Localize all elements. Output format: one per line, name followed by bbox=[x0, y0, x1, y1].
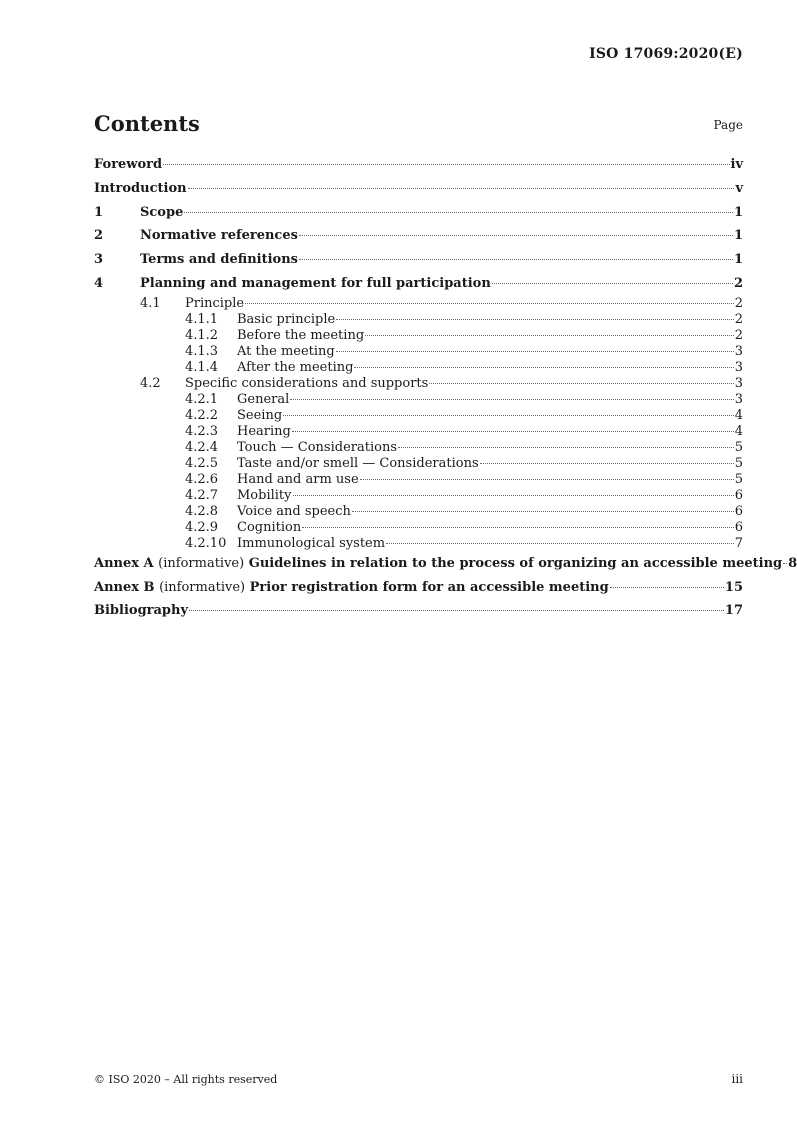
toc-entry-4-1-2[interactable] bbox=[94, 328, 743, 344]
toc-number: 4.2.1 bbox=[185, 391, 219, 407]
toc-number: 4.2.2 bbox=[185, 407, 219, 423]
dot-leader bbox=[429, 383, 733, 384]
annex-label: Annex B bbox=[94, 579, 155, 595]
toc-title: Basic principle bbox=[237, 311, 336, 327]
toc-number: 4.2.5 bbox=[185, 455, 219, 471]
dot-leader bbox=[299, 259, 733, 260]
toc-page: 17 bbox=[724, 603, 743, 619]
dot-leader bbox=[290, 399, 733, 400]
toc-page: 6 bbox=[734, 487, 743, 503]
toc-page: 1 bbox=[733, 252, 743, 268]
dot-leader bbox=[480, 463, 734, 464]
toc-entry-bibliography[interactable] bbox=[94, 599, 743, 623]
dot-leader bbox=[492, 283, 733, 284]
toc-title: Mobility bbox=[237, 487, 292, 503]
toc-title: Hearing bbox=[237, 423, 291, 439]
toc-entry-3[interactable] bbox=[94, 248, 743, 272]
dot-leader bbox=[283, 415, 734, 416]
toc-entry-annex-b[interactable] bbox=[94, 576, 743, 600]
toc-page: 2 bbox=[734, 295, 743, 311]
toc-number: 4.2.7 bbox=[185, 487, 219, 503]
toc-entry-4-2-1[interactable] bbox=[94, 392, 743, 408]
annex-label: Annex A bbox=[94, 555, 154, 571]
toc-title: Scope bbox=[140, 204, 184, 220]
toc-entry-4[interactable] bbox=[94, 272, 743, 296]
toc-number: 2 bbox=[94, 228, 104, 244]
toc-title: Voice and speech bbox=[237, 503, 351, 519]
toc-title: Normative references bbox=[140, 228, 298, 244]
toc-page: 8 bbox=[788, 555, 797, 571]
toc-page: 6 bbox=[734, 519, 743, 535]
toc-entry-4-1-4[interactable] bbox=[94, 360, 743, 376]
toc-entry-introduction[interactable] bbox=[94, 177, 743, 201]
toc-entry-4-2-3[interactable] bbox=[94, 424, 743, 440]
toc-title: Hand and arm use bbox=[237, 471, 359, 487]
toc-entry-4-2-5[interactable] bbox=[94, 456, 743, 472]
toc-page: 15 bbox=[724, 579, 743, 595]
toc-entry-4-2-7[interactable] bbox=[94, 488, 743, 504]
toc-number: 4.1 bbox=[140, 295, 161, 311]
toc-number: 3 bbox=[94, 252, 104, 268]
toc-title: Before the meeting bbox=[237, 327, 365, 343]
toc-number: 4.1.1 bbox=[185, 311, 219, 327]
annex-type: (informative) bbox=[158, 555, 245, 571]
copyright-notice: © ISO 2020 – All rights reserved bbox=[94, 1073, 278, 1086]
toc-page: 5 bbox=[734, 455, 743, 471]
dot-leader bbox=[302, 527, 734, 528]
dot-leader bbox=[336, 319, 733, 320]
toc-number: 4.2.6 bbox=[185, 471, 219, 487]
toc-page: 3 bbox=[734, 359, 743, 375]
toc-page: 3 bbox=[734, 391, 743, 407]
dot-leader bbox=[365, 335, 734, 336]
toc-title: At the meeting bbox=[237, 343, 335, 359]
toc-number: 4.2.3 bbox=[185, 423, 219, 439]
dot-leader bbox=[245, 303, 734, 304]
table-of-contents bbox=[94, 153, 797, 623]
toc-page: 6 bbox=[734, 503, 743, 519]
toc-entry-4-2-9[interactable] bbox=[94, 520, 743, 536]
toc-number: 4.2.8 bbox=[185, 503, 219, 519]
toc-page: 3 bbox=[734, 375, 743, 391]
document-code: ISO 17069:2020(E) bbox=[589, 46, 743, 62]
toc-title: Touch — Considerations bbox=[237, 439, 397, 455]
toc-entry-4-1[interactable] bbox=[94, 296, 743, 312]
toc-title: Terms and definitions bbox=[140, 252, 298, 268]
dot-leader bbox=[293, 495, 734, 496]
toc-number: 4.2 bbox=[140, 375, 161, 391]
toc-entry-4-2[interactable] bbox=[94, 376, 743, 392]
dot-leader bbox=[386, 543, 734, 544]
dot-leader bbox=[354, 367, 733, 368]
toc-entry-4-2-2[interactable] bbox=[94, 408, 743, 424]
toc-page: 5 bbox=[734, 471, 743, 487]
dot-leader bbox=[189, 610, 724, 611]
annex-title: Guidelines in relation to the process of organizing an accessible meeting bbox=[248, 555, 783, 571]
toc-number: 4.1.4 bbox=[185, 359, 219, 375]
toc-entry-annex-a[interactable] bbox=[94, 552, 797, 576]
dot-leader bbox=[610, 587, 724, 588]
toc-number: 4.2.9 bbox=[185, 519, 219, 535]
toc-title: Introduction bbox=[94, 180, 187, 196]
dot-leader bbox=[336, 351, 734, 352]
toc-number: 4 bbox=[94, 275, 104, 291]
toc-page: 2 bbox=[734, 311, 743, 327]
dot-leader bbox=[188, 188, 735, 189]
toc-title: Specific considerations and supports bbox=[185, 375, 429, 391]
toc-entry-1[interactable] bbox=[94, 201, 743, 225]
toc-entry-4-2-4[interactable] bbox=[94, 440, 743, 456]
toc-page: 5 bbox=[734, 439, 743, 455]
toc-title: Cognition bbox=[237, 519, 302, 535]
toc-entry-foreword[interactable] bbox=[94, 153, 743, 177]
toc-page: 4 bbox=[734, 407, 743, 423]
toc-title: Taste and/or smell — Considerations bbox=[237, 455, 479, 471]
dot-leader bbox=[163, 164, 729, 165]
toc-page: 2 bbox=[733, 275, 743, 291]
toc-page: 1 bbox=[733, 204, 743, 220]
toc-page: 3 bbox=[734, 343, 743, 359]
toc-page: 1 bbox=[733, 228, 743, 244]
toc-page: iv bbox=[730, 157, 743, 172]
toc-number: 4.2.4 bbox=[185, 439, 219, 455]
page-column-label: Page bbox=[713, 118, 743, 132]
dot-leader bbox=[352, 511, 734, 512]
toc-page: v bbox=[735, 180, 743, 196]
toc-title bbox=[94, 576, 609, 600]
contents-title: Contents bbox=[94, 111, 200, 136]
toc-title: Immunological system bbox=[237, 535, 386, 551]
toc-number: 4.1.2 bbox=[185, 327, 219, 343]
toc-title: After the meeting bbox=[237, 359, 354, 375]
annex-title: Prior registration form for an accessible meeting bbox=[249, 579, 609, 595]
dot-leader bbox=[783, 563, 787, 564]
toc-page: 2 bbox=[734, 327, 743, 343]
toc-title: Bibliography bbox=[94, 603, 189, 619]
toc-number: 4.1.3 bbox=[185, 343, 219, 359]
toc-entry-4-1-3[interactable] bbox=[94, 344, 743, 360]
toc-title: General bbox=[237, 391, 290, 407]
toc-title: Principle bbox=[185, 295, 245, 311]
toc-title: Seeing bbox=[237, 407, 283, 423]
toc-number: 4.2.10 bbox=[185, 535, 227, 551]
toc-title: Planning and management for full participation bbox=[140, 275, 491, 291]
dot-leader bbox=[184, 212, 733, 213]
toc-number: 1 bbox=[94, 204, 104, 220]
toc-page: 7 bbox=[734, 535, 743, 551]
toc-entry-4-2-8[interactable] bbox=[94, 504, 743, 520]
toc-entry-4-2-6[interactable] bbox=[94, 472, 743, 488]
toc-title: Foreword bbox=[94, 157, 163, 172]
toc-page: 4 bbox=[734, 423, 743, 439]
dot-leader bbox=[292, 431, 734, 432]
toc-entry-2[interactable] bbox=[94, 224, 743, 248]
toc-entry-4-2-10[interactable] bbox=[94, 536, 743, 552]
annex-type: (informative) bbox=[159, 579, 246, 595]
dot-leader bbox=[398, 447, 734, 448]
dot-leader bbox=[360, 479, 734, 480]
dot-leader bbox=[299, 235, 733, 236]
page-number: iii bbox=[731, 1072, 743, 1086]
toc-entry-4-1-1[interactable] bbox=[94, 312, 743, 328]
toc-title bbox=[94, 552, 782, 576]
